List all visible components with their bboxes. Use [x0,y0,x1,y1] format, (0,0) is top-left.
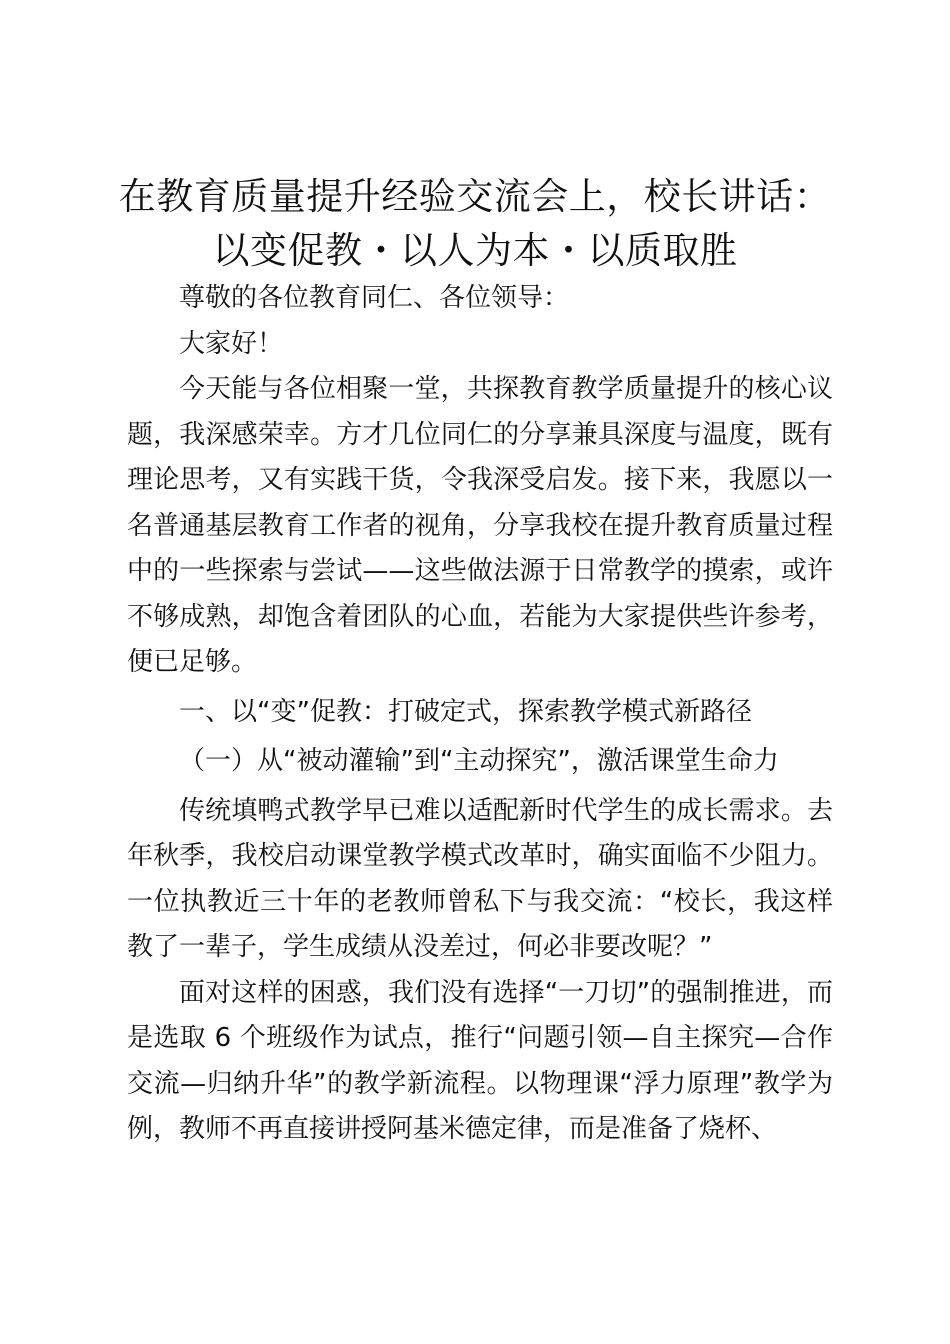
salutation: 尊敬的各位教育同仁、各位领导： [179,283,570,313]
body-paragraph-2: 面对这样的困惑，我们没有选择“一刀切”的强制推进，而是选取 6 个班级作为试点，推行“问题引领—自主探究—合作交流—归纳升华”的教学新流程。以物理课“浮力原理”教学为例，教师不再直接讲授阿基米德定律，而是准备了烧杯、 [127,977,833,1144]
section-heading-1: 一、以“变”促教：打破定式，探索教学模式新路径 [179,696,752,727]
greeting: 大家好！ [179,328,284,359]
subsection-heading-1: （一）从“被动灌输”到“主动探究”，激活课堂生命力 [179,746,779,776]
intro-paragraph: 今天能与各位相聚一堂，共探教育教学质量提升的核心议题，我深感荣幸。方才几位同仁的分享兼具深度与温度，既有理论思考，又有实践干货，令我深受启发。接下来，我愿以一名普通基层教育工作者的视角，分享我校在提升教育质量过程中的一些探索与尝试——这些做法源于日常教学的摸索，或许不够成熟，却饱含着团队的心血，若能为大家提供些许参考，便已足够。 [127,374,833,677]
document-body [127,276,833,1153]
body-paragraph-1: 传统填鸭式教学早已难以适配新时代学生的成长需求。去年秋季，我校启动课堂教学模式改革时，确实面临不少阻力。一位执教近三十年的老教师曾私下与我交流：“校长，我这样教了一辈子，学生成绩从没差过，何必非要改呢？” [127,795,833,962]
document-title: 在教育质量提升经验交流会上，校长讲话：以变促教・以人为本・以质取胜 [118,175,832,272]
